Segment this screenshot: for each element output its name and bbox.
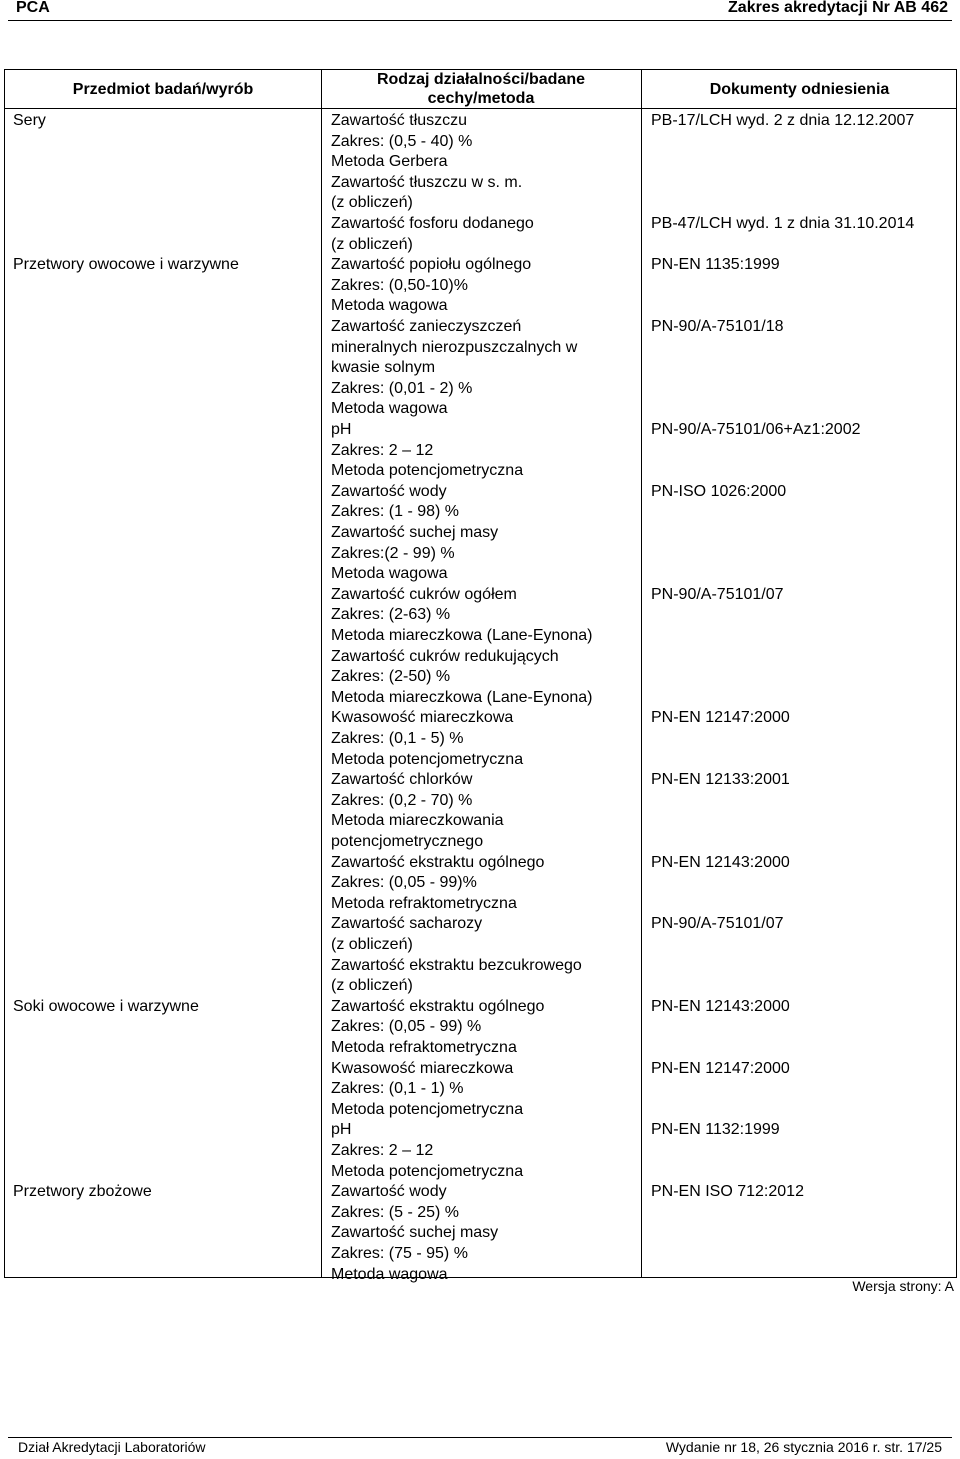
row-method xyxy=(331,420,523,482)
row-method xyxy=(331,770,504,852)
header-method: Rodzaj działalności/badane cechy/metoda xyxy=(376,71,586,107)
method-line: (z obliczeń) xyxy=(331,235,413,253)
row-method xyxy=(331,1182,498,1285)
row-document: PN-ISO 1026:2000 xyxy=(651,482,787,500)
row-method xyxy=(331,997,544,1059)
method-line: Zawartość wody xyxy=(331,482,447,500)
row-document: PN-EN 12143:2000 xyxy=(651,853,790,871)
method-line: pH xyxy=(331,421,352,438)
method-line: Zawartość fosforu dodanego xyxy=(331,215,534,232)
row-document: PN-90/A-75101/06+Az1:2002 xyxy=(651,421,861,438)
page-header xyxy=(0,0,960,20)
method-line: Zawartość ekstraktu ogólnego xyxy=(331,997,545,1015)
method-line: Metoda refraktometryczna xyxy=(331,1038,517,1056)
row-document: PN-90/A-75101/07 xyxy=(651,915,784,933)
footer-divider xyxy=(8,1437,952,1438)
row-document: PN-EN ISO 712:2012 xyxy=(651,1183,804,1201)
row-method xyxy=(331,585,592,709)
method-line: Zakres: (0,01 - 2) % xyxy=(331,379,473,397)
method-line: Zawartość popiołu ogólnego xyxy=(331,256,532,274)
method-line: Metoda potencjometryczna xyxy=(331,1162,524,1180)
row-method xyxy=(331,317,577,420)
method-line: Zakres: (2-50) % xyxy=(331,668,451,686)
row-product: Soki owocowe i warzywne xyxy=(13,997,199,1015)
method-line: Zawartość ekstraktu bezcukrowego xyxy=(331,956,582,974)
method-line: Zawartość wody xyxy=(331,1183,447,1201)
method-line: Kwasowość miareczkowa xyxy=(331,1059,514,1077)
method-line: (z obliczeń) xyxy=(331,935,413,953)
method-line: Metoda wagowa xyxy=(331,565,448,583)
method-line: Zakres:(2 - 99) % xyxy=(331,544,455,562)
method-line: Zawartość suchej masy xyxy=(331,1224,499,1242)
method-line: Zawartość tłuszczu xyxy=(331,112,468,129)
method-line: Zawartość cukrów redukujących xyxy=(331,647,559,665)
method-line: Zakres: (1 - 98) % xyxy=(331,503,460,521)
method-line: Zakres: (5 - 25) % xyxy=(331,1203,460,1221)
row-method xyxy=(331,255,531,317)
method-line: Metoda potencjometryczna xyxy=(331,1100,524,1118)
row-document: PN-EN 1135:1999 xyxy=(651,256,780,274)
row-method xyxy=(331,914,582,996)
method-line: Metoda potencjometryczna xyxy=(331,462,524,480)
page-version: Wersja strony: A xyxy=(852,1278,954,1294)
row-document: PN-90/A-75101/18 xyxy=(651,318,784,335)
accreditation-table xyxy=(4,69,957,1283)
footer-edition: Wydanie nr 18, 26 stycznia 2016 r. str. 17/25 xyxy=(665,1439,942,1455)
method-line: (z obliczeń) xyxy=(331,977,413,995)
method-line: Zakres: 2 – 12 xyxy=(331,441,434,459)
row-document: PN-90/A-75101/07 xyxy=(651,585,784,603)
method-line: Zakres: (75 - 95) % xyxy=(331,1244,468,1262)
header-product: Przedmiot badań/wyrób xyxy=(72,81,254,98)
method-line: pH xyxy=(331,1121,352,1139)
method-line: Metoda miareczkowa (Lane-Eynona) xyxy=(331,688,593,706)
header-row-divider xyxy=(5,108,956,109)
method-line: Metoda wagowa xyxy=(331,297,448,315)
method-line: Metoda miareczkowa (Lane-Eynona) xyxy=(331,626,593,644)
method-line: Metoda Gerbera xyxy=(331,153,448,171)
row-document: PN-EN 12147:2000 xyxy=(651,1059,790,1077)
method-line: Zakres: 2 – 12 xyxy=(331,1141,434,1159)
column-divider xyxy=(321,70,322,1277)
method-line: Zakres: (0,2 - 70) % xyxy=(331,791,473,809)
method-line: Zawartość ekstraktu ogólnego xyxy=(331,853,545,871)
method-line: Metoda potencjometryczna xyxy=(331,750,524,768)
method-line: Zakres: (0,05 - 99) % xyxy=(331,1018,482,1036)
row-method xyxy=(331,1120,523,1182)
method-line: Kwasowość miareczkowa xyxy=(331,709,514,727)
method-line: Zawartość zanieczyszczeń xyxy=(331,318,522,335)
row-document: PN-EN 12147:2000 xyxy=(651,709,790,727)
method-line: kwasie solnym xyxy=(331,359,436,377)
row-document: PB-47/LCH wyd. 1 z dnia 31.10.2014 xyxy=(651,215,915,232)
row-product: Przetwory owocowe i warzywne xyxy=(13,256,239,274)
row-method xyxy=(331,111,522,214)
method-line: Zawartość tłuszczu w s. m. xyxy=(331,173,523,191)
method-line: Zakres: (0,5 - 40) % xyxy=(331,132,473,150)
method-line: potencjometrycznego xyxy=(331,832,484,850)
method-line: Zakres: (0,1 - 1) % xyxy=(331,1080,464,1098)
method-line: Metoda wagowa xyxy=(331,400,448,418)
method-line: (z obliczeń) xyxy=(331,194,413,212)
header-org: PCA xyxy=(16,0,50,16)
method-line: Zakres: (2-63) % xyxy=(331,606,451,624)
row-method xyxy=(331,482,498,585)
header-scope-title: Zakres akredytacji Nr AB 462 xyxy=(728,0,948,16)
row-product: Sery xyxy=(13,112,46,129)
method-line: mineralnych nierozpuszczalnych w xyxy=(331,338,578,356)
row-document: PN-EN 12133:2001 xyxy=(651,771,790,789)
method-line: Metoda refraktometryczna xyxy=(331,894,517,912)
method-line: Zawartość suchej masy xyxy=(331,523,499,541)
row-document: PB-17/LCH wyd. 2 z dnia 12.12.2007 xyxy=(651,112,915,129)
method-line: Zakres: (0,1 - 5) % xyxy=(331,729,464,747)
method-line: Zawartość sacharozy xyxy=(331,915,483,933)
row-document: PN-EN 12143:2000 xyxy=(651,997,790,1015)
row-method xyxy=(331,853,544,915)
header-divider xyxy=(8,20,952,21)
method-line: Zakres: (0,05 - 99)% xyxy=(331,874,477,892)
method-line: Zakres: (0,50-10)% xyxy=(331,276,468,294)
header-documents: Dokumenty odniesienia xyxy=(709,81,890,98)
row-product: Przetwory zbożowe xyxy=(13,1183,152,1201)
method-line: Metoda miareczkowania xyxy=(331,812,504,830)
row-method xyxy=(331,708,523,770)
row-document: PN-EN 1132:1999 xyxy=(651,1121,780,1139)
row-method xyxy=(331,1059,523,1121)
method-line: Zawartość cukrów ogółem xyxy=(331,585,517,603)
method-line: Zawartość chlorków xyxy=(331,771,473,789)
column-divider xyxy=(641,70,642,1277)
footer-department: Dział Akredytacji Laboratoriów xyxy=(18,1439,206,1455)
method-line: Metoda wagowa xyxy=(331,1265,448,1283)
row-method xyxy=(331,214,534,255)
